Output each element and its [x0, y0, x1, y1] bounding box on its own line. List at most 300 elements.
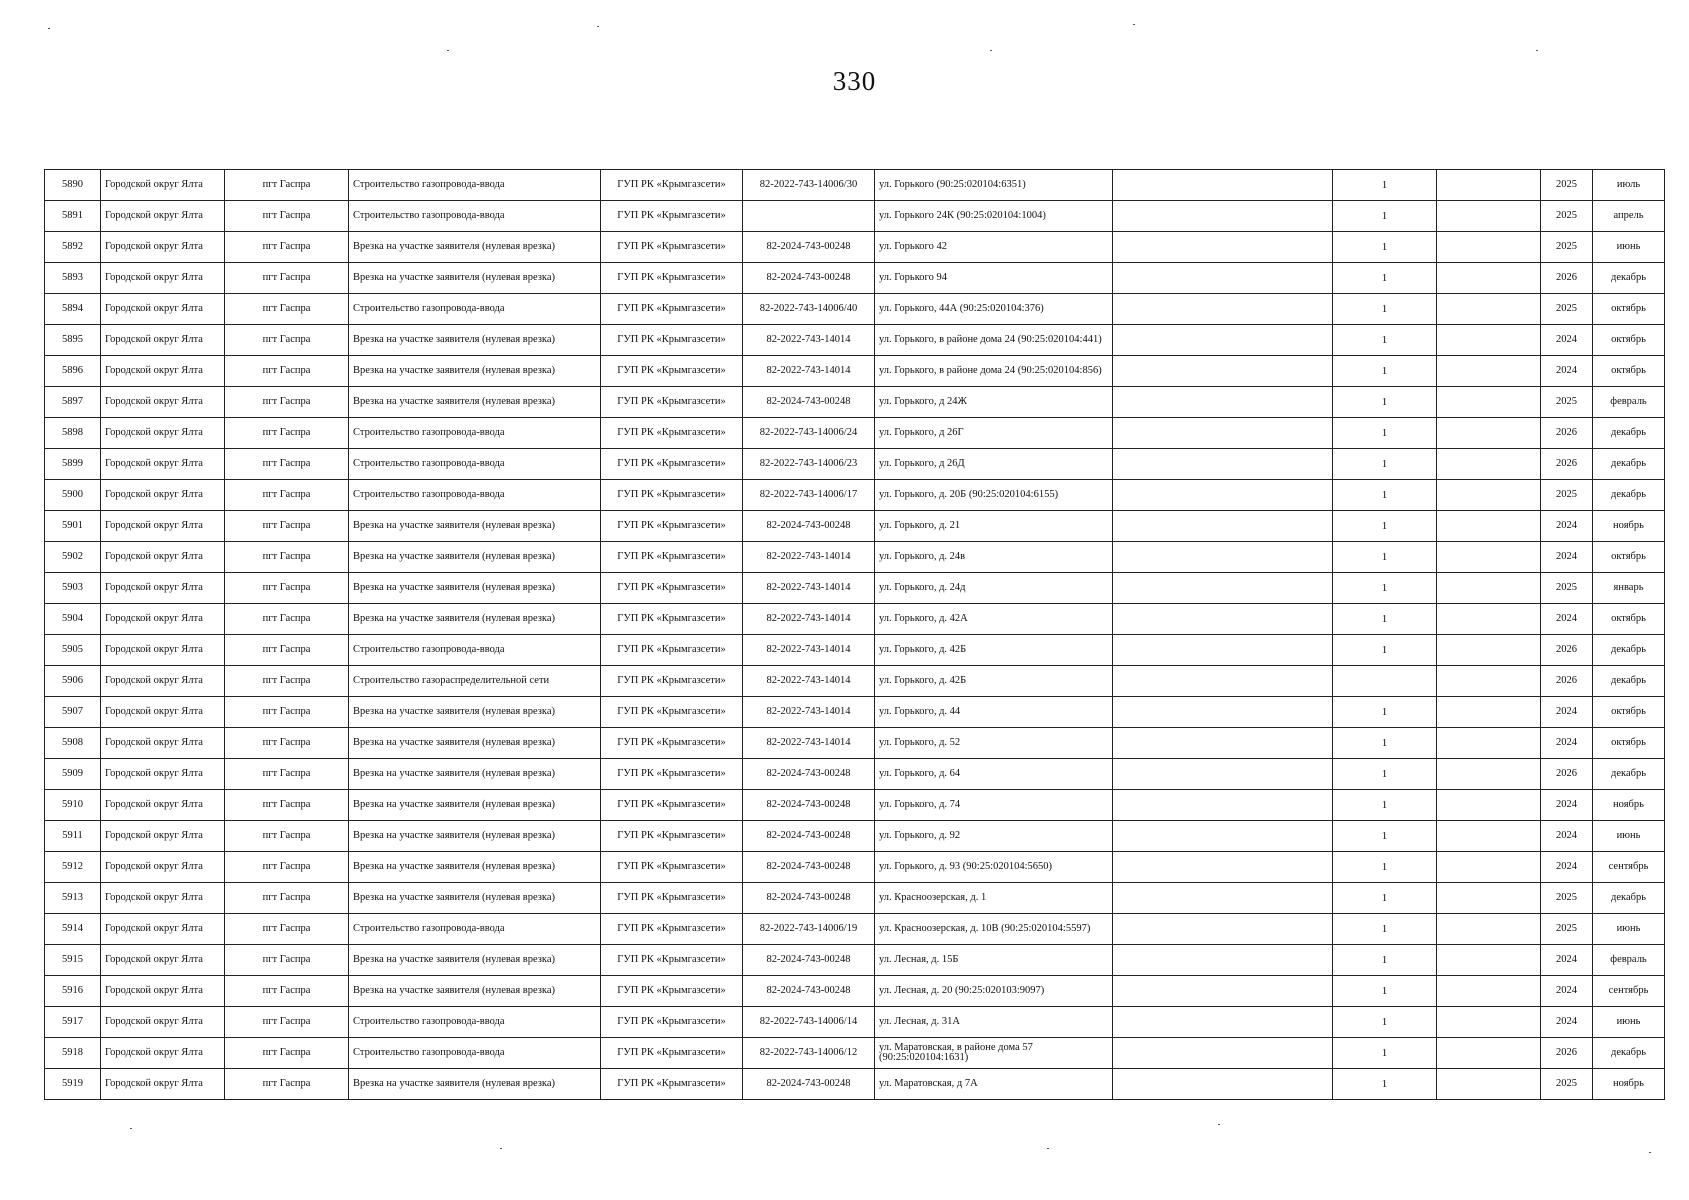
cell-month: октябрь	[1593, 697, 1665, 728]
cell-month: июль	[1593, 170, 1665, 201]
cell-quantity: 1	[1333, 1038, 1437, 1069]
cell-settlement: пгт Гаспра	[225, 945, 349, 976]
cell-organization: ГУП РК «Крымгазсети»	[601, 1007, 743, 1038]
cell-address: ул. Лесная, д. 20 (90:25:020103:9097)	[875, 976, 1113, 1007]
cell-address: ул. Горького, д. 24в	[875, 542, 1113, 573]
cell-work-type: Строительство газопровода-ввода	[349, 170, 601, 201]
cell-organization: ГУП РК «Крымгазсети»	[601, 759, 743, 790]
cell-organization: ГУП РК «Крымгазсети»	[601, 387, 743, 418]
cell-month: июнь	[1593, 821, 1665, 852]
cell-contract-number: 82-2022-743-14014	[743, 573, 875, 604]
cell-empty	[1437, 697, 1541, 728]
cell-address: ул. Горького, д. 92	[875, 821, 1113, 852]
cell-row-number: 5913	[45, 883, 101, 914]
cell-month: июнь	[1593, 914, 1665, 945]
cell-year: 2025	[1541, 170, 1593, 201]
cell-district: Городской округ Ялта	[101, 201, 225, 232]
cell-contract-number: 82-2022-743-14014	[743, 356, 875, 387]
cell-contract-number: 82-2022-743-14006/23	[743, 449, 875, 480]
cell-empty	[1113, 418, 1333, 449]
cell-address: ул. Горького, д 26Д	[875, 449, 1113, 480]
cell-address: ул. Горького, д. 74	[875, 790, 1113, 821]
cell-quantity: 1	[1333, 821, 1437, 852]
cell-organization: ГУП РК «Крымгазсети»	[601, 666, 743, 697]
cell-address: ул. Горького, д. 44	[875, 697, 1113, 728]
cell-settlement: пгт Гаспра	[225, 635, 349, 666]
cell-year: 2024	[1541, 1007, 1593, 1038]
cell-settlement: пгт Гаспра	[225, 573, 349, 604]
cell-organization: ГУП РК «Крымгазсети»	[601, 1038, 743, 1069]
cell-district: Городской округ Ялта	[101, 263, 225, 294]
cell-month: декабрь	[1593, 263, 1665, 294]
table-row	[45, 883, 1665, 914]
cell-month: ноябрь	[1593, 1069, 1665, 1100]
register-table	[44, 169, 1665, 1100]
cell-empty	[1437, 790, 1541, 821]
cell-work-type: Врезка на участке заявителя (нулевая врезка)	[349, 790, 601, 821]
cell-month: сентябрь	[1593, 852, 1665, 883]
cell-contract-number: 82-2022-743-14006/24	[743, 418, 875, 449]
cell-quantity: 1	[1333, 387, 1437, 418]
cell-settlement: пгт Гаспра	[225, 976, 349, 1007]
cell-empty	[1437, 976, 1541, 1007]
cell-row-number: 5899	[45, 449, 101, 480]
cell-district: Городской округ Ялта	[101, 883, 225, 914]
cell-work-type: Строительство газопровода-ввода	[349, 449, 601, 480]
cell-row-number: 5903	[45, 573, 101, 604]
cell-settlement: пгт Гаспра	[225, 728, 349, 759]
table-row	[45, 759, 1665, 790]
cell-work-type: Строительство газопровода-ввода	[349, 480, 601, 511]
cell-contract-number: 82-2022-743-14014	[743, 325, 875, 356]
cell-empty	[1437, 573, 1541, 604]
cell-contract-number: 82-2024-743-00248	[743, 387, 875, 418]
cell-work-type: Врезка на участке заявителя (нулевая врезка)	[349, 604, 601, 635]
cell-work-type: Врезка на участке заявителя (нулевая врезка)	[349, 356, 601, 387]
cell-contract-number: 82-2022-743-14014	[743, 666, 875, 697]
cell-settlement: пгт Гаспра	[225, 511, 349, 542]
cell-empty	[1437, 449, 1541, 480]
cell-district: Городской округ Ялта	[101, 232, 225, 263]
cell-district: Городской округ Ялта	[101, 1038, 225, 1069]
cell-row-number: 5900	[45, 480, 101, 511]
cell-empty	[1437, 263, 1541, 294]
cell-empty	[1113, 232, 1333, 263]
cell-quantity: 1	[1333, 759, 1437, 790]
table-row	[45, 821, 1665, 852]
cell-contract-number: 82-2024-743-00248	[743, 790, 875, 821]
cell-year: 2024	[1541, 790, 1593, 821]
cell-settlement: пгт Гаспра	[225, 201, 349, 232]
cell-empty	[1113, 1007, 1333, 1038]
cell-year: 2024	[1541, 852, 1593, 883]
cell-year: 2024	[1541, 325, 1593, 356]
cell-year: 2025	[1541, 1069, 1593, 1100]
cell-contract-number: 82-2022-743-14014	[743, 728, 875, 759]
cell-settlement: пгт Гаспра	[225, 170, 349, 201]
cell-row-number: 5907	[45, 697, 101, 728]
table-row	[45, 232, 1665, 263]
cell-contract-number: 82-2022-743-14014	[743, 604, 875, 635]
cell-year: 2025	[1541, 294, 1593, 325]
cell-organization: ГУП РК «Крымгазсети»	[601, 883, 743, 914]
cell-organization: ГУП РК «Крымгазсети»	[601, 449, 743, 480]
cell-empty	[1113, 511, 1333, 542]
cell-district: Городской округ Ялта	[101, 697, 225, 728]
cell-address: ул. Горького, д. 24д	[875, 573, 1113, 604]
cell-month: декабрь	[1593, 1038, 1665, 1069]
cell-empty	[1437, 604, 1541, 635]
cell-row-number: 5904	[45, 604, 101, 635]
table-row	[45, 945, 1665, 976]
cell-contract-number: 82-2022-743-14006/14	[743, 1007, 875, 1038]
cell-year: 2024	[1541, 511, 1593, 542]
cell-quantity: 1	[1333, 356, 1437, 387]
cell-work-type: Врезка на участке заявителя (нулевая врезка)	[349, 573, 601, 604]
cell-settlement: пгт Гаспра	[225, 666, 349, 697]
cell-empty	[1113, 883, 1333, 914]
cell-row-number: 5917	[45, 1007, 101, 1038]
cell-organization: ГУП РК «Крымгазсети»	[601, 542, 743, 573]
cell-organization: ГУП РК «Крымгазсети»	[601, 511, 743, 542]
cell-contract-number: 82-2022-743-14006/17	[743, 480, 875, 511]
cell-quantity: 1	[1333, 263, 1437, 294]
cell-address: ул. Горького, д 26Г	[875, 418, 1113, 449]
cell-work-type: Врезка на участке заявителя (нулевая врезка)	[349, 852, 601, 883]
cell-address: ул. Горького, д. 64	[875, 759, 1113, 790]
cell-month: декабрь	[1593, 635, 1665, 666]
cell-year: 2026	[1541, 1038, 1593, 1069]
cell-empty	[1113, 294, 1333, 325]
scan-speck	[130, 1128, 132, 1129]
cell-quantity: 1	[1333, 325, 1437, 356]
cell-empty	[1113, 573, 1333, 604]
table-row	[45, 573, 1665, 604]
cell-empty	[1437, 883, 1541, 914]
cell-empty	[1113, 1038, 1333, 1069]
cell-empty	[1113, 759, 1333, 790]
cell-empty	[1437, 635, 1541, 666]
cell-quantity: 1	[1333, 201, 1437, 232]
cell-month: октябрь	[1593, 294, 1665, 325]
cell-work-type: Строительство газораспределительной сети	[349, 666, 601, 697]
cell-address: ул. Горького, в районе дома 24 (90:25:020104:441)	[875, 325, 1113, 356]
cell-work-type: Строительство газопровода-ввода	[349, 1007, 601, 1038]
table-row	[45, 294, 1665, 325]
cell-month: январь	[1593, 573, 1665, 604]
cell-empty	[1113, 170, 1333, 201]
cell-work-type: Врезка на участке заявителя (нулевая врезка)	[349, 976, 601, 1007]
scan-speck	[1536, 50, 1538, 51]
cell-row-number: 5918	[45, 1038, 101, 1069]
cell-organization: ГУП РК «Крымгазсети»	[601, 697, 743, 728]
cell-quantity: 1	[1333, 852, 1437, 883]
cell-organization: ГУП РК «Крымгазсети»	[601, 170, 743, 201]
cell-row-number: 5906	[45, 666, 101, 697]
cell-quantity: 1	[1333, 232, 1437, 263]
cell-row-number: 5892	[45, 232, 101, 263]
cell-organization: ГУП РК «Крымгазсети»	[601, 294, 743, 325]
cell-work-type: Строительство газопровода-ввода	[349, 294, 601, 325]
cell-row-number: 5910	[45, 790, 101, 821]
cell-contract-number: 82-2024-743-00248	[743, 232, 875, 263]
cell-work-type: Врезка на участке заявителя (нулевая врезка)	[349, 759, 601, 790]
cell-district: Городской округ Ялта	[101, 356, 225, 387]
cell-year: 2025	[1541, 201, 1593, 232]
cell-contract-number: 82-2024-743-00248	[743, 945, 875, 976]
cell-quantity: 1	[1333, 418, 1437, 449]
table-row	[45, 1038, 1665, 1069]
cell-settlement: пгт Гаспра	[225, 418, 349, 449]
cell-quantity: 1	[1333, 573, 1437, 604]
cell-month: октябрь	[1593, 325, 1665, 356]
cell-district: Городской округ Ялта	[101, 604, 225, 635]
table-row	[45, 914, 1665, 945]
cell-quantity: 1	[1333, 976, 1437, 1007]
cell-settlement: пгт Гаспра	[225, 480, 349, 511]
cell-address: ул. Горького, д. 20Б (90:25:020104:6155)	[875, 480, 1113, 511]
cell-settlement: пгт Гаспра	[225, 356, 349, 387]
cell-empty	[1113, 542, 1333, 573]
cell-empty	[1437, 1038, 1541, 1069]
cell-organization: ГУП РК «Крымгазсети»	[601, 480, 743, 511]
cell-year: 2024	[1541, 945, 1593, 976]
cell-contract-number: 82-2024-743-00248	[743, 759, 875, 790]
cell-empty	[1113, 697, 1333, 728]
cell-year: 2025	[1541, 480, 1593, 511]
cell-empty	[1437, 542, 1541, 573]
cell-address: ул. Горького, д. 42Б	[875, 635, 1113, 666]
cell-month: июнь	[1593, 232, 1665, 263]
cell-empty	[1113, 356, 1333, 387]
cell-settlement: пгт Гаспра	[225, 263, 349, 294]
cell-settlement: пгт Гаспра	[225, 325, 349, 356]
cell-district: Городской округ Ялта	[101, 542, 225, 573]
cell-empty	[1113, 728, 1333, 759]
cell-year: 2026	[1541, 449, 1593, 480]
cell-work-type: Врезка на участке заявителя (нулевая врезка)	[349, 387, 601, 418]
cell-quantity: 1	[1333, 914, 1437, 945]
cell-empty	[1113, 325, 1333, 356]
cell-empty	[1437, 852, 1541, 883]
cell-empty	[1437, 1007, 1541, 1038]
scan-speck	[500, 1148, 502, 1149]
table-row	[45, 170, 1665, 201]
cell-quantity: 1	[1333, 1069, 1437, 1100]
cell-row-number: 5909	[45, 759, 101, 790]
cell-month: февраль	[1593, 387, 1665, 418]
cell-work-type: Врезка на участке заявителя (нулевая врезка)	[349, 542, 601, 573]
table-row	[45, 418, 1665, 449]
cell-settlement: пгт Гаспра	[225, 1038, 349, 1069]
cell-empty	[1437, 294, 1541, 325]
cell-month: октябрь	[1593, 728, 1665, 759]
cell-empty	[1437, 759, 1541, 790]
cell-year: 2025	[1541, 914, 1593, 945]
cell-district: Городской округ Ялта	[101, 945, 225, 976]
cell-year: 2025	[1541, 883, 1593, 914]
cell-organization: ГУП РК «Крымгазсети»	[601, 573, 743, 604]
cell-month: декабрь	[1593, 449, 1665, 480]
cell-year: 2024	[1541, 542, 1593, 573]
cell-address: ул. Горького (90:25:020104:6351)	[875, 170, 1113, 201]
cell-row-number: 5916	[45, 976, 101, 1007]
cell-contract-number: 82-2022-743-14006/40	[743, 294, 875, 325]
cell-empty	[1437, 821, 1541, 852]
cell-empty	[1437, 356, 1541, 387]
cell-empty	[1437, 170, 1541, 201]
cell-district: Городской округ Ялта	[101, 759, 225, 790]
scan-speck	[447, 50, 449, 51]
cell-work-type: Врезка на участке заявителя (нулевая врезка)	[349, 325, 601, 356]
cell-district: Городской округ Ялта	[101, 573, 225, 604]
cell-work-type: Врезка на участке заявителя (нулевая врезка)	[349, 883, 601, 914]
cell-empty	[1113, 635, 1333, 666]
scan-speck	[1649, 1152, 1651, 1153]
cell-address: ул. Лесная, д. 15Б	[875, 945, 1113, 976]
cell-settlement: пгт Гаспра	[225, 790, 349, 821]
cell-empty	[1113, 604, 1333, 635]
cell-address: ул. Горького, д. 52	[875, 728, 1113, 759]
cell-contract-number: 82-2024-743-00248	[743, 852, 875, 883]
cell-row-number: 5897	[45, 387, 101, 418]
cell-settlement: пгт Гаспра	[225, 883, 349, 914]
cell-work-type: Врезка на участке заявителя (нулевая врезка)	[349, 697, 601, 728]
cell-work-type: Строительство газопровода-ввода	[349, 418, 601, 449]
cell-work-type: Врезка на участке заявителя (нулевая врезка)	[349, 1069, 601, 1100]
cell-year: 2024	[1541, 976, 1593, 1007]
table-row	[45, 325, 1665, 356]
cell-organization: ГУП РК «Крымгазсети»	[601, 1069, 743, 1100]
cell-row-number: 5912	[45, 852, 101, 883]
cell-row-number: 5911	[45, 821, 101, 852]
cell-district: Городской округ Ялта	[101, 480, 225, 511]
cell-year: 2024	[1541, 821, 1593, 852]
cell-month: апрель	[1593, 201, 1665, 232]
scan-speck	[48, 28, 50, 29]
cell-district: Городской округ Ялта	[101, 666, 225, 697]
cell-empty	[1113, 914, 1333, 945]
cell-empty	[1437, 511, 1541, 542]
cell-quantity: 1	[1333, 697, 1437, 728]
cell-empty	[1113, 852, 1333, 883]
cell-address: ул. Горького, д. 93 (90:25:020104:5650)	[875, 852, 1113, 883]
cell-settlement: пгт Гаспра	[225, 294, 349, 325]
cell-district: Городской округ Ялта	[101, 511, 225, 542]
page-number-text: 330	[832, 66, 877, 96]
cell-contract-number: 82-2022-743-14014	[743, 697, 875, 728]
cell-quantity: 1	[1333, 790, 1437, 821]
cell-empty	[1113, 666, 1333, 697]
cell-address: ул. Лесная, д. 31А	[875, 1007, 1113, 1038]
cell-district: Городской округ Ялта	[101, 852, 225, 883]
cell-month: сентябрь	[1593, 976, 1665, 1007]
cell-district: Городской округ Ялта	[101, 418, 225, 449]
cell-month: июнь	[1593, 1007, 1665, 1038]
cell-row-number: 5901	[45, 511, 101, 542]
cell-quantity: 1	[1333, 480, 1437, 511]
cell-quantity: 1	[1333, 294, 1437, 325]
cell-settlement: пгт Гаспра	[225, 1069, 349, 1100]
cell-empty	[1437, 914, 1541, 945]
cell-address: ул. Горького, 44А (90:25:020104:376)	[875, 294, 1113, 325]
cell-month: октябрь	[1593, 604, 1665, 635]
cell-quantity: 1	[1333, 170, 1437, 201]
cell-district: Городской округ Ялта	[101, 387, 225, 418]
cell-settlement: пгт Гаспра	[225, 387, 349, 418]
cell-year: 2026	[1541, 759, 1593, 790]
cell-quantity	[1333, 666, 1437, 697]
cell-organization: ГУП РК «Крымгазсети»	[601, 325, 743, 356]
cell-contract-number: 82-2022-743-14014	[743, 635, 875, 666]
cell-organization: ГУП РК «Крымгазсети»	[601, 635, 743, 666]
table-row	[45, 201, 1665, 232]
cell-empty	[1437, 387, 1541, 418]
cell-quantity: 1	[1333, 604, 1437, 635]
cell-work-type: Врезка на участке заявителя (нулевая врезка)	[349, 232, 601, 263]
cell-settlement: пгт Гаспра	[225, 449, 349, 480]
cell-quantity: 1	[1333, 728, 1437, 759]
cell-row-number: 5915	[45, 945, 101, 976]
cell-district: Городской округ Ялта	[101, 914, 225, 945]
cell-address: ул. Красноозерская, д. 10В (90:25:020104:5597)	[875, 914, 1113, 945]
cell-address: ул. Горького 42	[875, 232, 1113, 263]
table-row	[45, 604, 1665, 635]
cell-month: декабрь	[1593, 759, 1665, 790]
cell-district: Городской округ Ялта	[101, 790, 225, 821]
cell-empty	[1113, 263, 1333, 294]
scan-speck	[1218, 1124, 1220, 1125]
table-row	[45, 790, 1665, 821]
cell-contract-number: 82-2024-743-00248	[743, 821, 875, 852]
cell-empty	[1437, 728, 1541, 759]
cell-district: Городской округ Ялта	[101, 1007, 225, 1038]
table-row	[45, 697, 1665, 728]
cell-month: октябрь	[1593, 356, 1665, 387]
cell-address: ул. Красноозерская, д. 1	[875, 883, 1113, 914]
cell-year: 2026	[1541, 418, 1593, 449]
cell-organization: ГУП РК «Крымгазсети»	[601, 201, 743, 232]
table-row	[45, 1007, 1665, 1038]
cell-organization: ГУП РК «Крымгазсети»	[601, 263, 743, 294]
cell-year: 2025	[1541, 387, 1593, 418]
cell-empty	[1437, 325, 1541, 356]
cell-district: Городской округ Ялта	[101, 635, 225, 666]
cell-row-number: 5894	[45, 294, 101, 325]
table-row	[45, 976, 1665, 1007]
cell-month: ноябрь	[1593, 511, 1665, 542]
cell-quantity: 1	[1333, 883, 1437, 914]
cell-organization: ГУП РК «Крымгазсети»	[601, 356, 743, 387]
cell-empty	[1113, 790, 1333, 821]
cell-contract-number: 82-2024-743-00248	[743, 1069, 875, 1100]
cell-settlement: пгт Гаспра	[225, 604, 349, 635]
table-row	[45, 852, 1665, 883]
cell-year: 2025	[1541, 232, 1593, 263]
table-row	[45, 449, 1665, 480]
cell-district: Городской округ Ялта	[101, 976, 225, 1007]
cell-empty	[1437, 945, 1541, 976]
register-table-body	[45, 170, 1665, 1100]
cell-organization: ГУП РК «Крымгазсети»	[601, 976, 743, 1007]
cell-empty	[1437, 480, 1541, 511]
cell-year: 2024	[1541, 728, 1593, 759]
cell-contract-number: 82-2022-743-14006/19	[743, 914, 875, 945]
cell-month: октябрь	[1593, 542, 1665, 573]
cell-organization: ГУП РК «Крымгазсети»	[601, 728, 743, 759]
cell-empty	[1437, 1069, 1541, 1100]
scan-speck	[1133, 24, 1135, 25]
